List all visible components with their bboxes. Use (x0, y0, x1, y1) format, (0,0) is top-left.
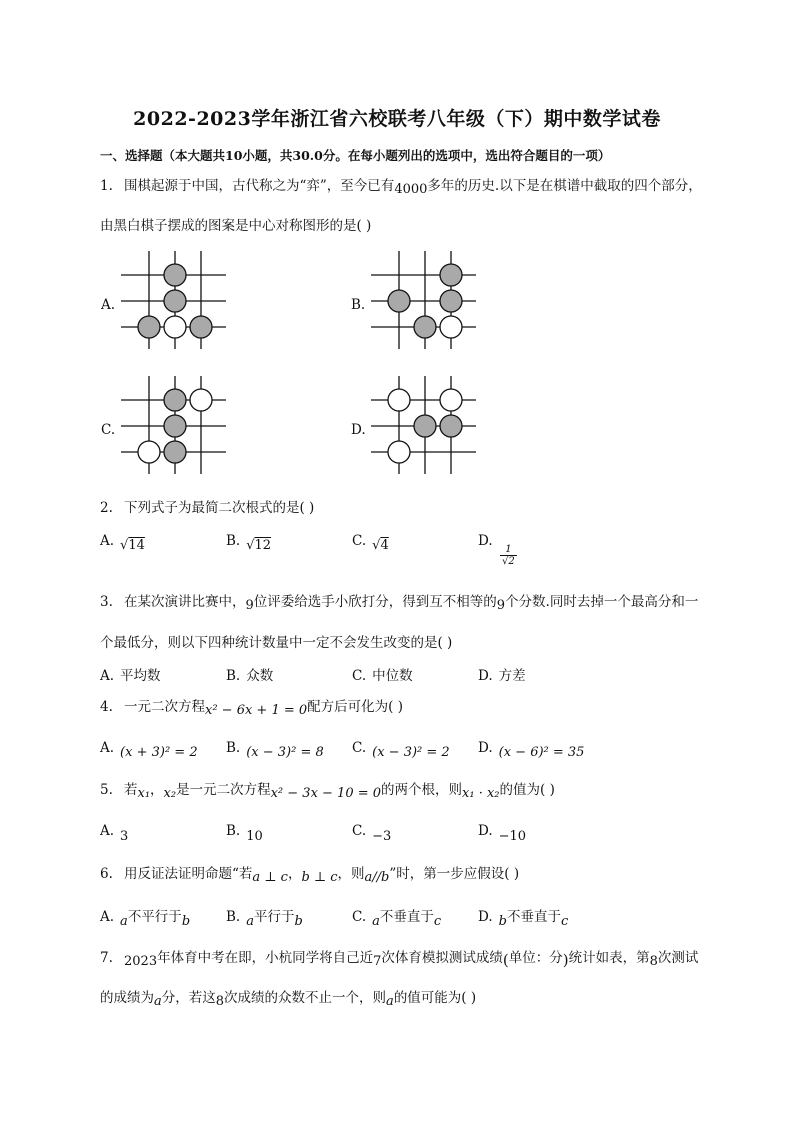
q6-option-c-label: C. (352, 909, 367, 925)
black-stone (440, 290, 462, 312)
white-stone (388, 389, 410, 411)
black-stone (414, 415, 436, 437)
go-board-a (121, 251, 231, 351)
q4-option-d-label: D. (478, 740, 493, 756)
white-stone (440, 316, 462, 338)
go-board-c (121, 376, 231, 476)
q6-text-c: ”时，第一步应假设( ) (389, 866, 520, 882)
q5-text-d: 的值为( ) (499, 782, 555, 798)
q4-option-a-label: A. (100, 740, 115, 756)
q5-option-d-label: D. (478, 823, 493, 839)
q6-option-b-label: B. (226, 909, 241, 925)
q6-separator: ， (287, 866, 302, 882)
q5-text-c: 的两个根，则 (381, 782, 463, 798)
q1-option-c-label: C. (101, 422, 116, 438)
black-stone (164, 264, 186, 286)
q7-year: 2023 (124, 954, 158, 969)
q3-option-d-label: D. (478, 668, 493, 684)
q3-text-c: 个分数.同时去掉一个最高分和一 (505, 594, 699, 610)
q7-line2-c: 次成绩的众数不止一个，则 (224, 990, 387, 1006)
q5-comma: ， (150, 782, 164, 798)
question-3-number: 3. (100, 594, 113, 610)
sqrt-14: √14 (120, 538, 145, 553)
q6-option-d-text: 不垂直于 (506, 909, 561, 925)
q3-option-c[interactable] (352, 664, 413, 684)
white-stone (138, 441, 160, 463)
q5-option-a-text: 3 (120, 829, 129, 844)
black-stone (164, 441, 186, 463)
fraction-1-over-sqrt2 (500, 544, 517, 567)
q6-option-a-text: 不平行于 (127, 909, 182, 925)
sqrt-12-value: 12 (254, 538, 272, 553)
q2-option-a-label: A. (100, 533, 115, 549)
q6-condition-2: b ⊥ c (301, 870, 338, 885)
q2-option-d-label: D. (478, 533, 493, 549)
q6-condition-1: a ⊥ c (252, 870, 288, 885)
q3-option-a-text: 平均数 (120, 668, 161, 684)
q4-option-b[interactable] (226, 740, 324, 760)
white-stone (164, 316, 186, 338)
q2-option-b-label: B. (226, 533, 241, 549)
q6-option-d-var: b (498, 914, 507, 929)
q3-option-b-text: 众数 (246, 668, 274, 684)
q7-number-8b: 8 (215, 994, 225, 1009)
q5-product: x₁ · x₂ (462, 786, 500, 801)
q3-option-b[interactable] (226, 664, 273, 684)
fraction-denominator: √2 (502, 556, 515, 567)
q4-option-d[interactable] (478, 740, 585, 760)
q6-option-a-var: a (120, 914, 128, 929)
black-stone (164, 290, 186, 312)
black-stone (138, 316, 160, 338)
q3-number-9b: 9 (496, 598, 506, 613)
q5-option-d-text: −10 (498, 829, 527, 844)
q5-option-a-label: A. (100, 823, 115, 839)
black-stone (414, 316, 436, 338)
q5-option-b-label: B. (226, 823, 241, 839)
sqrt-4-value: 4 (380, 538, 389, 553)
q2-option-c-label: C. (352, 533, 367, 549)
q7-paren-close: ) (562, 951, 569, 969)
question-5-number: 5. (100, 782, 113, 798)
q3-option-b-label: B. (226, 668, 241, 684)
q4-option-b-label: B. (226, 740, 241, 756)
q3-option-d-text: 方差 (498, 668, 526, 684)
q5-option-b-text: 10 (246, 829, 263, 844)
q5-option-a[interactable] (100, 823, 129, 844)
q6-option-c-text: 不垂直于 (379, 909, 434, 925)
q6-conclusion: a//b (364, 870, 390, 885)
q6-option-d-end: c (560, 914, 569, 929)
q6-option-b-end: b (294, 914, 303, 929)
q4-option-c[interactable] (352, 740, 450, 760)
q6-option-c-end: c (433, 914, 442, 929)
black-stone (164, 389, 186, 411)
q1-option-d-label: D. (351, 422, 366, 438)
question-6-number: 6. (100, 866, 113, 882)
q6-option-a-end: b (181, 914, 191, 929)
q5-x2: x₂ (163, 786, 177, 801)
q4-equation: x² − 6x + 1 = 0 (205, 703, 308, 718)
q6-text-b: ，则 (337, 866, 365, 882)
q7-number-8: 8 (649, 954, 658, 969)
section-heading: 一、选择题（本大题共10小题，共30.0分。在每小题列出的选项中，选出符合题目的一项） (100, 148, 611, 163)
q7-number-7: 7 (373, 954, 382, 969)
q7-line2-b: 分，若这 (161, 990, 216, 1006)
q5-option-b[interactable] (226, 823, 263, 844)
q5-option-c-text: −3 (372, 829, 392, 844)
q5-option-c-label: C. (352, 823, 367, 839)
q1-text-a: 围棋起源于中国，古代称之为“弈”，至今已有 (124, 178, 395, 194)
q3-option-a-label: A. (100, 668, 115, 684)
black-stone (440, 415, 462, 437)
sqrt-14-value: 14 (128, 538, 145, 553)
q3-option-c-text: 中位数 (372, 668, 413, 684)
q5-text-b: 是一元二次方程 (176, 782, 271, 798)
q6-option-b[interactable] (226, 905, 303, 929)
q3-text-b: 位评委给选手小欣打分，得到互不相等的 (253, 594, 497, 610)
q7-text-d: 次测试 (657, 950, 699, 966)
q6-text-a: 用反证法证明命题“若 (124, 866, 253, 882)
question-1-number: 1. (100, 178, 113, 194)
q6-option-d[interactable] (478, 905, 569, 929)
black-stone (164, 415, 186, 437)
q4-option-a-text: (x + 3)² = 2 (120, 745, 198, 760)
go-board-d (371, 376, 481, 476)
question-3-line-2: 个最低分，则以下四种统计数量中一定不会发生改变的是( ) (100, 635, 453, 651)
question-7-number: 7. (100, 950, 113, 966)
q4-text-a: 一元二次方程 (124, 699, 205, 715)
white-stone (440, 389, 462, 411)
go-board-b (371, 251, 481, 351)
q7-text-c: 统计如表，第 (568, 950, 650, 966)
q4-option-a[interactable] (100, 740, 198, 760)
q5-option-d[interactable] (478, 823, 527, 844)
q2-option-d[interactable] (478, 533, 499, 549)
q6-option-b-text: 平行于 (253, 909, 295, 925)
q1-number-4000: 4000 (394, 182, 428, 197)
white-stone (190, 389, 212, 411)
q7-text-a: 年体育中考在即，小杭同学将自己近 (157, 950, 374, 966)
sqrt-4: √4 (372, 538, 389, 553)
white-stone (388, 441, 410, 463)
q6-option-c[interactable] (352, 905, 442, 929)
fraction-denominator-value: 2 (508, 556, 515, 567)
question-6 (100, 864, 519, 888)
q7-unit: 单位：分 (508, 950, 563, 966)
sqrt-12: √12 (246, 538, 272, 553)
q4-option-c-text: (x − 3)² = 2 (372, 745, 450, 760)
q5-equation: x² − 3x − 10 = 0 (270, 786, 382, 801)
black-stone (190, 316, 212, 338)
q5-x1: x₁ (137, 786, 151, 801)
q6-option-a[interactable] (100, 905, 191, 929)
q7-line2-a: 的成绩为 (100, 990, 154, 1006)
question-1-line-2: 由黑白棋子摆成的图案是中心对称图形的是( ) (100, 218, 372, 234)
q4-option-b-text: (x − 3)² = 8 (246, 745, 324, 760)
q6-option-c-var: a (372, 914, 380, 929)
q6-option-b-var: a (246, 914, 254, 929)
q7-var-a-2: a (386, 994, 394, 1009)
q7-paren-open: ( (502, 951, 509, 969)
question-1-line-1 (100, 176, 702, 200)
q2-text: 下列式子为最简二次根式的是( ) (124, 500, 315, 516)
black-stone (388, 290, 410, 312)
q3-option-c-label: C. (352, 668, 367, 684)
question-7-line-2 (100, 988, 476, 1012)
q5-text-a: 若 (124, 782, 138, 798)
q6-option-d-label: D. (478, 909, 493, 925)
fraction-numerator: 1 (500, 544, 517, 556)
q7-line2-d: 的值可能为( ) (393, 990, 477, 1006)
question-2 (100, 498, 314, 518)
q7-var-a: a (154, 994, 162, 1009)
page-title: 2022-2023学年浙江省六校联考八年级（下）期中数学试卷 (133, 108, 661, 130)
q6-option-a-label: A. (100, 909, 115, 925)
q4-option-d-text: (x − 6)² = 35 (498, 745, 585, 760)
q1-option-a-label: A. (101, 297, 116, 313)
question-4-number: 4. (100, 699, 113, 715)
q2-option-a[interactable] (100, 533, 145, 553)
black-stone (440, 264, 462, 286)
question-2-number: 2. (100, 500, 113, 516)
q2-option-c[interactable] (352, 533, 389, 553)
q3-option-a[interactable] (100, 664, 161, 684)
question-5 (100, 780, 555, 804)
q3-text-a: 在某次演讲比赛中， (124, 594, 246, 610)
question-7-line-1 (100, 948, 698, 972)
question-3-line-1 (100, 592, 698, 616)
q7-text-b: 次体育模拟测试成绩 (381, 950, 503, 966)
q3-number-9a: 9 (245, 598, 254, 613)
question-4 (100, 697, 403, 721)
q3-option-d[interactable] (478, 664, 526, 684)
q1-option-b-label: B. (351, 297, 366, 313)
q4-option-c-label: C. (352, 740, 367, 756)
q4-text-b: 配方后可化为( ) (307, 699, 403, 715)
q2-option-b[interactable] (226, 533, 272, 553)
q1-text-b: 多年的历史.以下是在棋谱中截取的四个部分， (427, 178, 702, 194)
q5-option-c[interactable] (352, 823, 392, 844)
